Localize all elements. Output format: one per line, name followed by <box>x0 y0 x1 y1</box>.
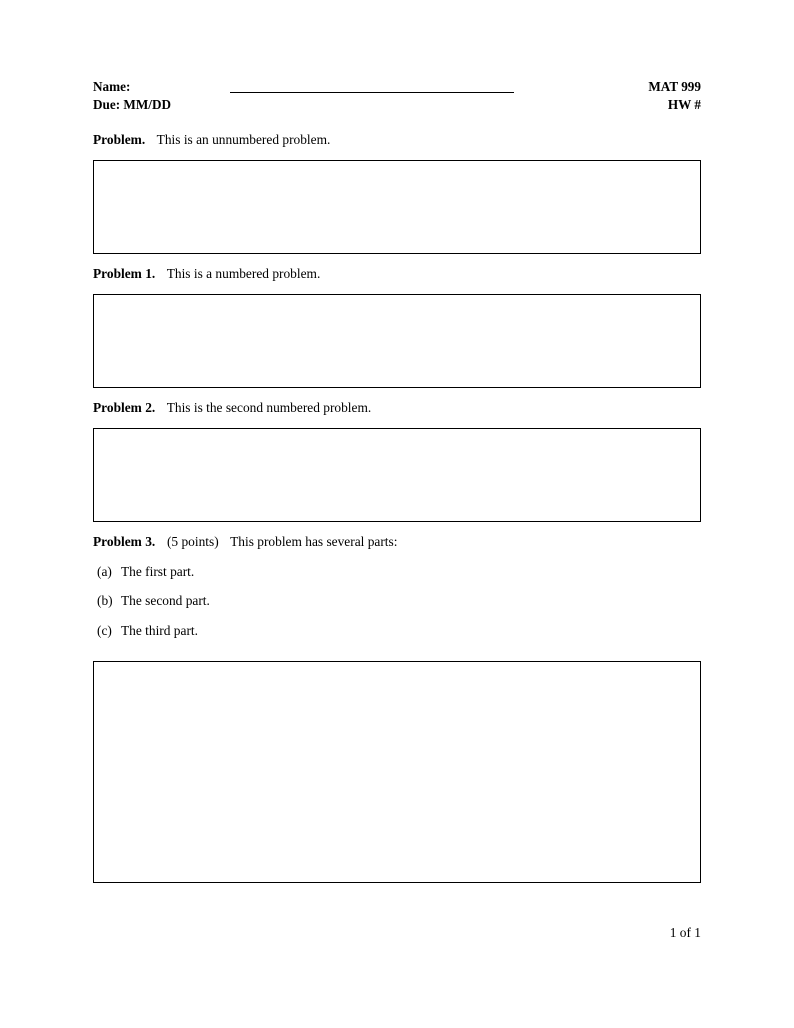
problem-part-a <box>97 563 194 580</box>
problem-points-3: (5 points) <box>166 534 219 549</box>
part-text-c: The third part. <box>121 623 198 638</box>
problem-text-0: This is an unnumbered problem. <box>156 132 331 147</box>
problem-title-2: Problem 2. <box>93 400 156 415</box>
problem-text-2: This is the second numbered problem. <box>166 400 372 415</box>
answer-box-3[interactable] <box>93 661 701 883</box>
header-row-top <box>93 78 701 96</box>
problem-statement-3 <box>93 533 397 550</box>
part-label-a: (a) <box>97 564 112 579</box>
page-header <box>93 78 701 114</box>
problem-text-1: This is a numbered problem. <box>166 266 321 281</box>
name-fill-in-rule[interactable] <box>230 92 514 93</box>
answer-box-2[interactable] <box>93 428 701 522</box>
part-label-b: (b) <box>97 593 113 608</box>
problem-statement-0 <box>93 131 330 148</box>
course-code: MAT 999 <box>648 79 701 94</box>
due-date-label: Due: MM/DD <box>93 97 172 112</box>
problem-part-c <box>97 622 198 639</box>
page-indicator: 1 of 1 <box>669 925 701 940</box>
page-footer <box>93 924 701 941</box>
header-row-bottom <box>93 96 701 114</box>
name-label: Name: <box>93 79 131 94</box>
problem-text-3: This problem has several parts: <box>230 534 398 549</box>
assignment-number: HW # <box>667 97 701 112</box>
problem-title-1: Problem 1. <box>93 266 156 281</box>
part-label-c: (c) <box>97 623 112 638</box>
problem-title-0: Problem. <box>93 132 146 147</box>
part-text-a: The first part. <box>121 564 195 579</box>
problem-statement-1 <box>93 265 320 282</box>
answer-box-0[interactable] <box>93 160 701 254</box>
problem-title-3: Problem 3. <box>93 534 156 549</box>
problem-statement-2 <box>93 399 371 416</box>
part-text-b: The second part. <box>121 593 210 608</box>
answer-box-1[interactable] <box>93 294 701 388</box>
problem-part-b <box>97 592 210 609</box>
